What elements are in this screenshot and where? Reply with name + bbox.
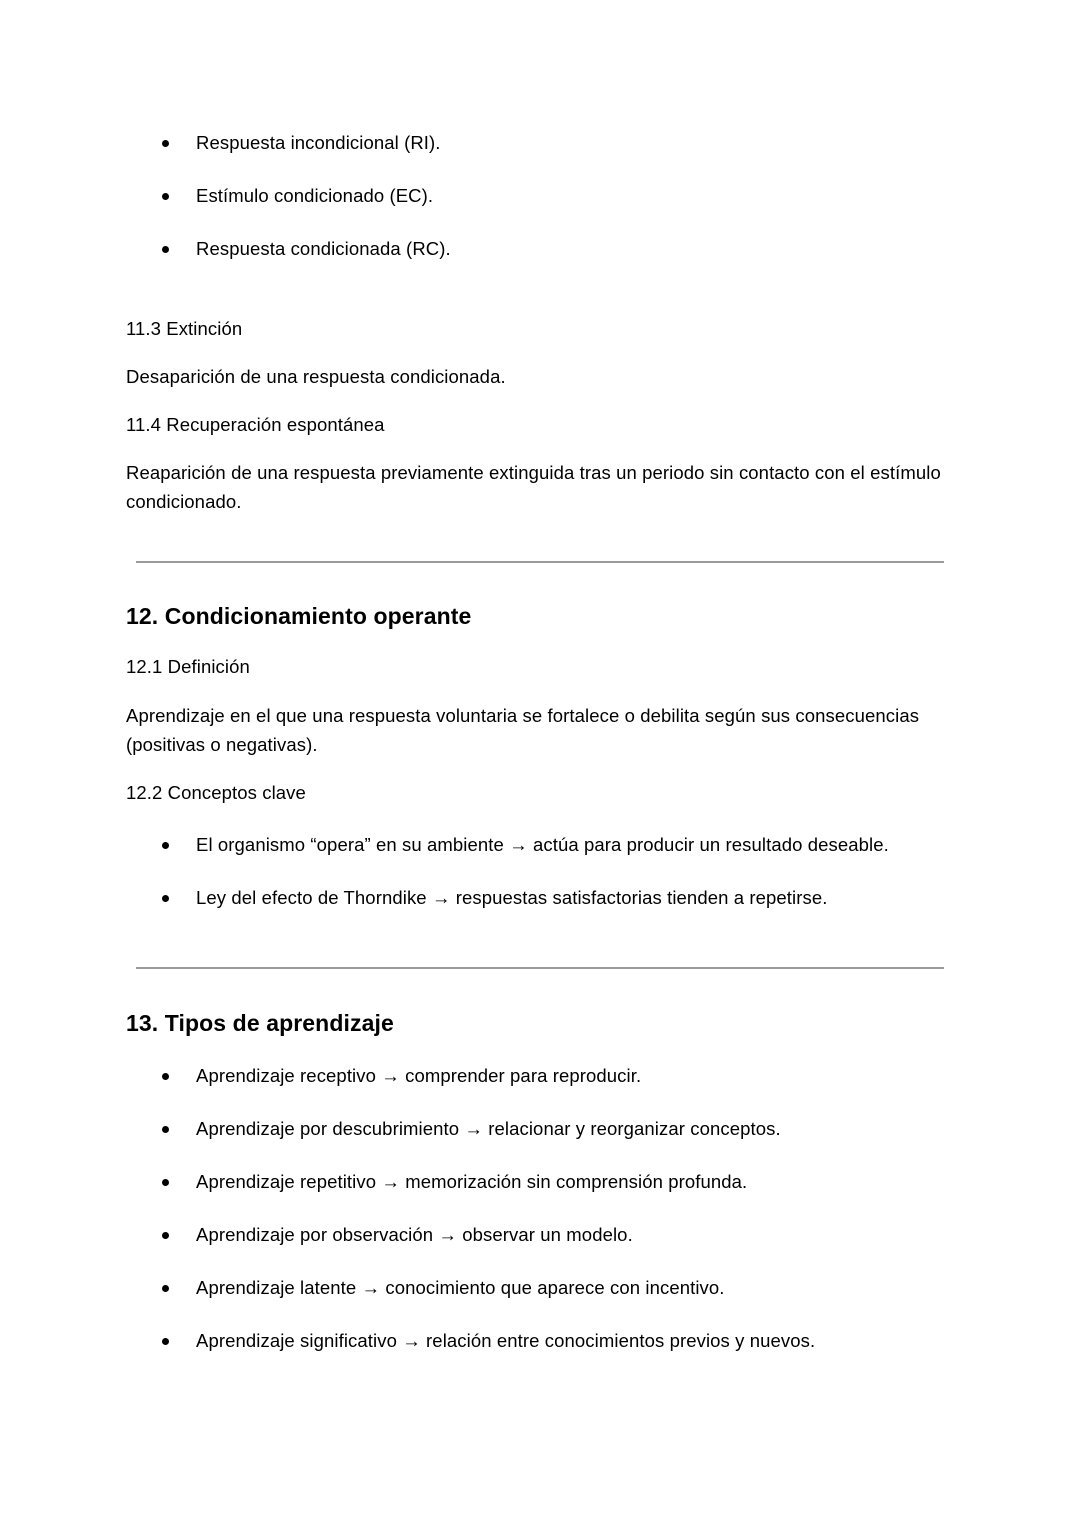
subsection-heading-12-1: 12.1 Definición — [126, 656, 250, 677]
bullet-dot-icon — [162, 1338, 169, 1345]
section-divider — [136, 561, 944, 563]
section-heading-12: 12. Condicionamiento operante — [126, 603, 472, 629]
list-item-label: Respuesta incondicional (RI). — [196, 132, 441, 153]
paragraph-12-1-body: Aprendizaje en el que una respuesta voluntaria se fortalece o debilita según sus consecuencias (positivas o negativas). — [126, 705, 920, 755]
list-item — [126, 128, 944, 157]
section-13-bullet-list — [126, 1061, 944, 1355]
list-item — [126, 1114, 944, 1143]
list-item — [126, 1326, 944, 1355]
list-item — [126, 1061, 944, 1090]
bullet-dot-icon — [162, 1126, 169, 1133]
list-item-label: Aprendizaje repetitivo → memorización sin comprensión profunda. — [196, 1171, 748, 1192]
subsection-heading-12-2: 12.2 Conceptos clave — [126, 782, 306, 803]
section-heading-13: 13. Tipos de aprendizaje — [126, 1010, 394, 1036]
paragraph-11-3-body: Desaparición de una respuesta condicionada. — [126, 366, 506, 387]
top-bullet-list — [126, 128, 944, 263]
list-item-label: Aprendizaje significativo → relación entre conocimientos previos y nuevos. — [196, 1330, 816, 1351]
list-item — [126, 883, 944, 912]
list-item — [126, 830, 944, 859]
bullet-dot-icon — [162, 895, 169, 902]
list-item-label: Aprendizaje por observación → observar un modelo. — [196, 1224, 633, 1245]
list-item — [126, 1220, 944, 1249]
list-item-label: El organismo “opera” en su ambiente → actúa para producir un resultado deseable. — [196, 834, 889, 855]
bullet-dot-icon — [162, 1179, 169, 1186]
bullet-dot-icon — [162, 246, 169, 253]
list-item-label: Aprendizaje latente → conocimiento que aparece con incentivo. — [196, 1277, 725, 1298]
list-item-label: Estímulo condicionado (EC). — [196, 185, 434, 206]
list-item — [126, 181, 944, 210]
bullet-dot-icon — [162, 1073, 169, 1080]
paragraph-11-4-body: Reaparición de una respuesta previamente extinguida tras un periodo sin contacto con el estímulo condicionado. — [126, 462, 941, 512]
list-item-label: Respuesta condicionada (RC). — [196, 238, 451, 259]
bullet-dot-icon — [162, 193, 169, 200]
bullet-dot-icon — [162, 140, 169, 147]
subsection-heading-11-3: 11.3 Extinción — [126, 318, 243, 339]
list-item — [126, 1167, 944, 1196]
list-item — [126, 1273, 944, 1302]
list-item-label: Ley del efecto de Thorndike → respuestas satisfactorias tienden a repetirse. — [196, 887, 828, 908]
list-item — [126, 234, 944, 263]
bullet-dot-icon — [162, 1285, 169, 1292]
bullet-dot-icon — [162, 842, 169, 849]
list-item-label: Aprendizaje receptivo → comprender para reproducir. — [196, 1065, 642, 1086]
list-item-label: Aprendizaje por descubrimiento → relacionar y reorganizar conceptos. — [196, 1118, 781, 1139]
page-content — [126, 0, 944, 1355]
section-12-bullet-list — [126, 830, 944, 912]
bullet-dot-icon — [162, 1232, 169, 1239]
section-divider — [136, 967, 944, 969]
subsection-heading-11-4: 11.4 Recuperación espontánea — [126, 414, 385, 435]
